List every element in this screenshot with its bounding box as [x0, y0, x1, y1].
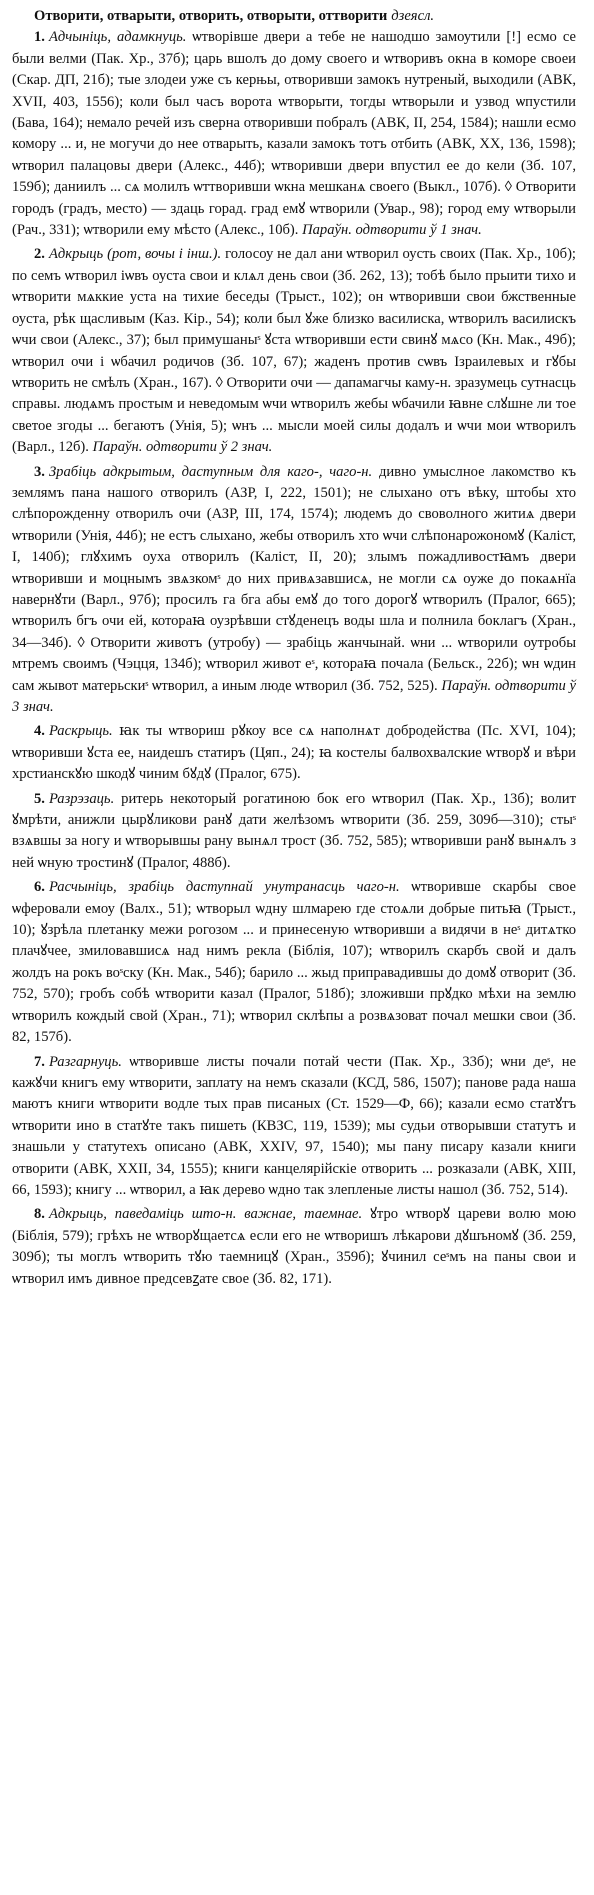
sense-number: 4.	[34, 723, 45, 740]
sense-gloss: Разгарнуць.	[48, 1053, 122, 1070]
sense-number: 7.	[34, 1053, 45, 1070]
sense-citations: ѡтворивше скарбы свое ѡферовали емоу (Валх., 51); ѡтворыл ѡдну шлмарею где стоѧли добрые питьꙗ (Трыст., 10); ꙋзрѣла плетанку межи рогозом ... и принесеную ѡтворивши а видячи в неˢ дитѧтко плачꙋчее, змиловавшисѧ над нимъ рекла (Біблія, 107); ѡтворилъ скарбъ свой и далъ жолдъ на рокъ воˢску (Кн. Мак., 54б); барило ... жыд приправадившы до домꙋ отворит (Зб. 752, 570); гробъ собѣ ѡтворити казал (Пралог, 518б); зложивши прꙋдко мѣхи на землю ѡтворилъ кождый свой (Хран., 71); ѡтворил склѣпы а розвѧзоват почал мешки свои (Зб. 82, 157б).	[12, 879, 576, 1046]
sense-citations: дивно умыслное лакомство къ землямъ пана нашого отворилъ (АЗР, I, 222, 1501); не слыхано отъ вѣку, штобы хто слѣпорожденну отворилъ очи (АЗР, III, 174, 1574); людемъ до своволного житиѧ двери ѡтворили (Унія, 44б); не естъ слыхано, жебы отворилъ хто ѡчи слѣпонарожономꙋ (Каліст, I, 140б); глꙋхимъ оуха отворилъ (Каліст, II, 20); злымъ пожадливостꙗмъ двери ѡтворивши и моцнымъ звѧзкомˢ до них привѧзавшисѧ, не могли сѧ оуже до покаѧнїа навернꙋти (Варл., 97б); просилъ га бга абы емꙋ до того дорогꙋ ѡтворилъ (Пралог, 665); ѡтворилъ бгъ очи ей, котораꙗ оузрѣвши стꙋденецъ воды шла и полнила боклагъ (Хран., 34—34б). ◊ Отворити животъ (утробу) — зрабіць жанчынай. ѡни ... ѡтворили оутробы мтремъ своимъ (Чэцця, 134б); ѡтворил живот еˢ, котораꙗ почала (Бельск., 22б); ѡн ѡдин сам жывот матерьскиˢ ѡтворил, а иным люде ѡтворил (Зб. 752, 525).	[12, 463, 576, 694]
sense-gloss: Адчыніць, адамкнуць.	[48, 29, 187, 46]
cross-reference: Параўн. одтворити ў 1 знач.	[302, 222, 482, 239]
sense-7	[12, 1052, 576, 1202]
part-of-speech: дзеясл.	[391, 8, 435, 24]
sense-number: 2.	[34, 246, 45, 263]
cross-reference: Параўн. одтворити ў 3 знач.	[12, 677, 576, 715]
sense-citations: голосоу не дал ани ѡтворил оусть своих (Пак. Хр., 10б); по семъ ѡтворил іѡвъ оуста свои и клѧл день свои (Зб. 262, 13); тобѣ было прыити тихо и ѡтворити мѧккие уста на тихие беседы (Трыст., 102); он ѡтворивши свои бжственные оуста, рѣк щасливым (Каз. Кір., 54); коли был ꙋже близко василиска, ѡтворилъ василискъ ѡчи свои (Алекс., 37); был примушаныˢ ꙋста ѡтворивши ести свинꙋ мѧсо (Кн. Мак., 49б); ѡтворил очи і ѡбачил родичов (Зб. 107, 67); жаденъ против сѡвъ Ізраилевых и гꙋбы ѡтворить не смѣлъ (Хран., 167). ◊ Отворити очи — дапамагчы каму-н. зразумець сутнасць справы. людѧмъ простым и неведомым ѡчи ѡтворилъ жебы ѡбачили ꙗвне слꙋшне ли тое светое згоды ... бегаютъ (Унія, 5); ѡнъ ... мысли моей силы додалъ и ѡчи мои ѡтворилъ (Варл., 12б).	[12, 246, 576, 456]
cross-reference: Параўн. одтворити ў 2 знач.	[92, 439, 273, 456]
sense-5	[12, 789, 576, 875]
sense-2	[12, 244, 576, 458]
sense-citations: ритерь некоторый рогатиною бок его ѡтворил (Пак. Хр., 13б); волит ꙋмрѣти, анижли цырꙋликови ранꙋ дати желѣзомъ ѡтворити (Зб. 259, 309б—310); стыˢ взѧвшы за ногу и ѡтворывшы рану вынѧл трост (Зб. 752, 585); ѡтворивши ранꙋ вынѧлъ з ней ѡную тростинꙋ (Пралог, 488б).	[12, 790, 576, 871]
headword: Отворити, отварыти, отворить, отворыти, оттворити	[34, 8, 388, 24]
sense-6	[12, 877, 576, 1048]
sense-number: 6.	[34, 879, 45, 896]
sense-citations: ꙗк ты ѡтвориш рꙋкоу все сѧ наполнѧт добродейства (Пс. XVI, 104); ѡтворивши ꙋста ее, наидешъ статиръ (Цяп., 24); ꙗ костелы балвохвалские ѡтворꙋ и вѣри хрстианскꙋю шкодꙋ чиним бꙋдꙋ (Пралог, 675).	[12, 723, 576, 783]
sense-citations: ѡтворівше двери а тебе не нашодшо замоутили [!] есмо се были велми (Пак. Хр., 37б); царь вшолъ до дому своего и ѡтворивъ окна в коморе своеи (Скар. ДП, 21б); тые злодеи уже съ керњы, отворивши замокъ нутреный, выходили (АВК, XVII, 403, 1556); коли был часъ ворота ѡтворыти, тогды ѡтворыли и узвод ѡпустили (Бава, 164); немало речей изъ сверна отворивши побралъ (АВК, II, 254, 1584); нашли есмо комору ... и, не могучи до нее отварыть, казали замокъ тотъ отбить (АВК, XX, 136, 1598); ѡтворил палацовы двери (Алекс., 44б); ѡтворивши двери впустил ее до кели (Зб. 107, 159б); даниилъ ... сѧ молилъ ѡттворивши ѡкна мешканѧ своего (Выкл., 107б). ◊ Отворити городъ (градъ, место) — здаць горад. град емꙋ ѡтворили (Увар., 98); город ему ѡтворыли (Рач., 331); ѡтворили ему мѣсто (Алекс., 10б).	[12, 29, 576, 239]
sense-number: 5.	[34, 790, 45, 807]
sense-3	[12, 462, 576, 719]
sense-1	[12, 27, 576, 241]
sense-gloss: Расчыніць, зрабіць даступнай унутранасць чаго-н.	[48, 879, 400, 896]
sense-citations: ѡтворивше листы почали потай чести (Пак. Хр., 33б); ѡни деˢ, не кажꙋчи книгъ ему ѡтворити, заплату на немъ сказали (КСД, 586, 1507); панове рада наша маютъ книги ѡтворити водле тых прав писаных (Ст. 1529—Ф, 66); казали есмо статꙋтъ ѡтворити ино в статꙋте такъ пишеть (КВЗС, 119, 1539); мы судьи отворывши статутъ и знашьли у статутехъ описано (АВК, XXIV, 97, 1540); мы пану писару казали книги отворити (АВК, XXII, 34, 1555); книги канцелярійскіе отворить ... розказали (АВК, XIII, 66, 1593); книгу ... ѡтворил, а ꙗк дерево ѡдно так злепленые листы нашол (Зб. 752, 514).	[12, 1053, 576, 1198]
sense-4	[12, 721, 576, 785]
sense-8	[12, 1204, 576, 1290]
sense-number: 1.	[34, 29, 45, 46]
sense-citations: ꙋтро ѡтворꙋ цареви волю мою (Біблія, 579); грѣхъ не ѡтворꙋщаетсѧ если его не ѡтворишъ лѣкарови дꙋшъномꙋ (Зб. 259, 309б); ты моглъ ѡтворить тꙋю таемницꙋ (Хран., 359б); ꙋчинил сеˢмъ на паны свои и ѡтворил имъ дивное предсевꙁате свое (Зб. 82, 171).	[12, 1206, 576, 1287]
entry-heading	[34, 6, 576, 27]
sense-gloss: Адкрыць, паведаміць што-н. важнае, таемнае.	[48, 1206, 363, 1223]
sense-number: 8.	[34, 1206, 45, 1223]
sense-gloss: Зрабіць адкрытым, даступным для каго-, чаго-н.	[48, 463, 373, 480]
sense-gloss: Разрэзаць.	[48, 790, 115, 807]
sense-gloss: Адкрыць (рот, вочы і інш.).	[48, 246, 222, 263]
sense-gloss: Раскрыць.	[48, 723, 113, 740]
sense-number: 3.	[34, 463, 45, 480]
